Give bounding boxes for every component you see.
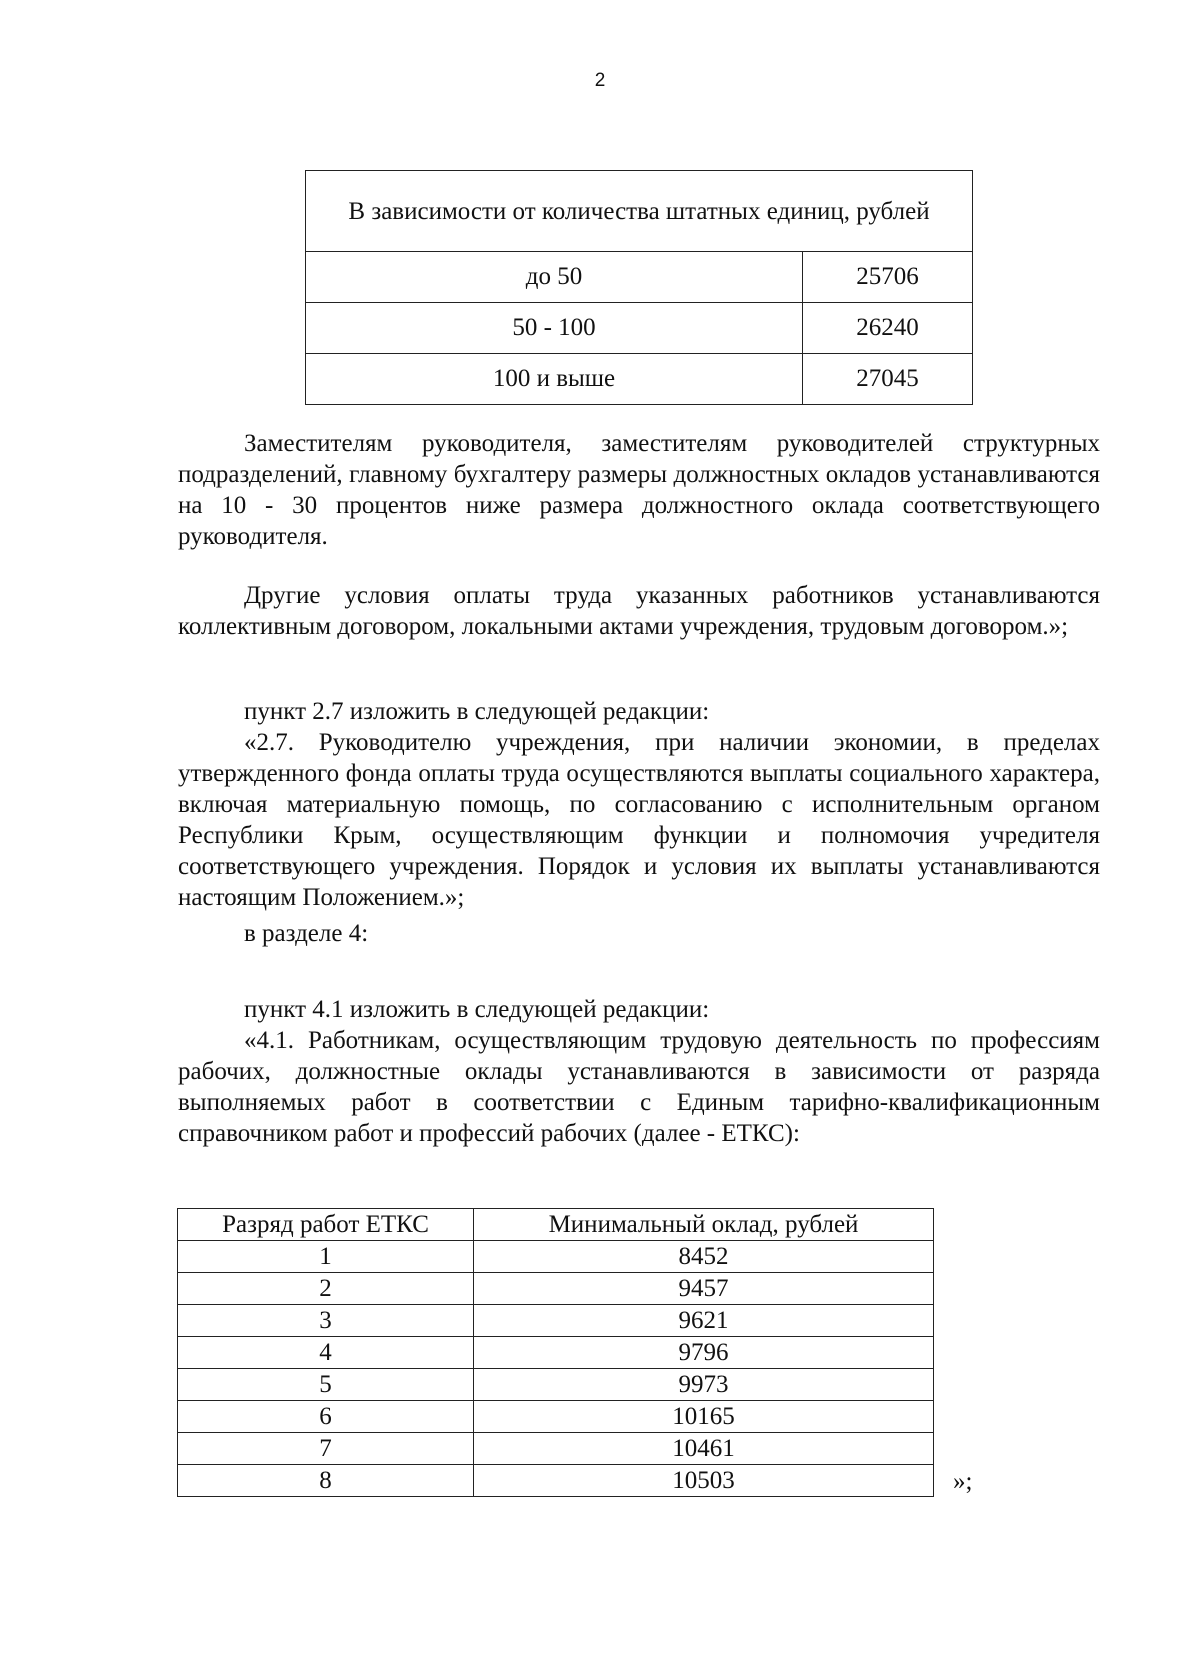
table2-grade-cell: 8: [178, 1465, 474, 1497]
table2-salary-cell: 8452: [474, 1241, 934, 1273]
table2-salary-cell: 9457: [474, 1273, 934, 1305]
table1-header: В зависимости от количества штатных единиц, рублей: [306, 171, 973, 252]
table2-grade-cell: 6: [178, 1401, 474, 1433]
table-row: [178, 1337, 934, 1369]
paragraph-item-2-7: «2.7. Руководителю учреждения, при наличии экономии, в пределах утвержденного фонда оплаты труда осуществляются выплаты социального характера, включая материальную помощь, по согласованию с исполнительным органом Республики Крым, осуществляющим функции и полномочия учредителя соответствующего учреждения. Порядок и условия их выплаты устанавливаются настоящим Положением.»;: [178, 729, 1100, 911]
table2-grade-cell: 5: [178, 1369, 474, 1401]
table2-header-salary: Минимальный оклад, рублей: [474, 1209, 934, 1241]
table-row: [178, 1369, 934, 1401]
table-row: [178, 1241, 934, 1273]
table2-salary-cell: 9621: [474, 1305, 934, 1337]
table1-value-cell: 27045: [803, 354, 973, 405]
table-row: [178, 1305, 934, 1337]
table1-range-cell: 100 и выше: [306, 354, 803, 405]
table-row: [178, 1465, 934, 1497]
table2-grade-cell: 7: [178, 1433, 474, 1465]
table1-range-cell: 50 - 100: [306, 303, 803, 354]
table2-salary-cell: 9973: [474, 1369, 934, 1401]
table2-salary-cell: 10503: [474, 1465, 934, 1497]
paragraph-other-conditions: Другие условия оплаты труда указанных работников устанавливаются коллективным договором, локальными актами учреждения, трудовым договором.»;: [178, 582, 1100, 640]
closing-quote: »;: [953, 1468, 973, 1495]
staff-units-salary-table: [305, 170, 973, 405]
table2-salary-cell: 10165: [474, 1401, 934, 1433]
paragraph-item-4-1: «4.1. Работникам, осуществляющим трудовую деятельность по профессиям рабочих, должностные оклады устанавливаются в зависимости от разряда выполняемых работ в соответствии с Единым тарифно-квалификационным справочником работ и профессий рабочих (далее - ЕТКС):: [178, 1027, 1100, 1147]
page-number: 2: [594, 70, 606, 91]
table2-grade-cell: 3: [178, 1305, 474, 1337]
paragraph-item-2-7-intro: пункт 2.7 изложить в следующей редакции:: [244, 698, 710, 725]
table-row: [178, 1433, 934, 1465]
paragraph-section-4: в разделе 4:: [244, 920, 369, 947]
table-row: [178, 1401, 934, 1433]
table2-salary-cell: 10461: [474, 1433, 934, 1465]
paragraph-item-4-1-intro: пункт 4.1 изложить в следующей редакции:: [244, 996, 710, 1023]
table-row: [306, 252, 973, 303]
table2-grade-cell: 2: [178, 1273, 474, 1305]
table1-value-cell: 26240: [803, 303, 973, 354]
table2-salary-cell: 9796: [474, 1337, 934, 1369]
table-row: [306, 303, 973, 354]
table2-grade-cell: 1: [178, 1241, 474, 1273]
etks-grade-salary-table: [177, 1208, 934, 1497]
table1-value-cell: 25706: [803, 252, 973, 303]
table1-range-cell: до 50: [306, 252, 803, 303]
table-row: [178, 1273, 934, 1305]
table-row: [306, 354, 973, 405]
table-header-row: [178, 1209, 934, 1241]
table2-header-grade: Разряд работ ЕТКС: [178, 1209, 474, 1241]
table2-grade-cell: 4: [178, 1337, 474, 1369]
paragraph-deputies-salary: Заместителям руководителя, заместителям руководителей структурных подразделений, главному бухгалтеру размеры должностных окладов устанавливаются на 10 - 30 процентов ниже размера должностного оклада соответствующего руководителя.: [178, 430, 1100, 550]
